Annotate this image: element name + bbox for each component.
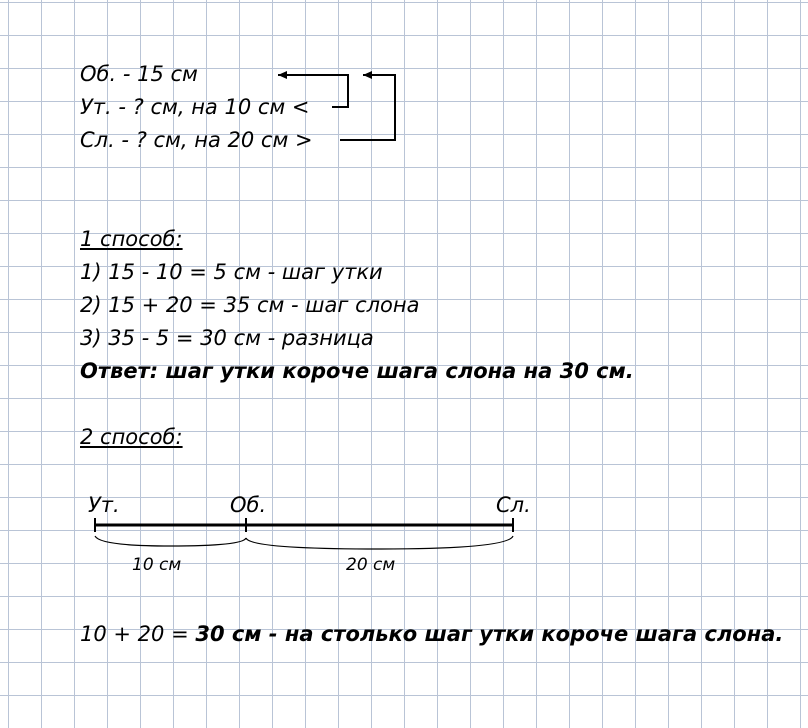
brace-left-label: 10 см	[132, 555, 182, 575]
segment-label-ut: Ут.	[88, 493, 120, 517]
method1-step2: 2) 15 + 20 = 35 см - шаг слона	[80, 293, 420, 317]
segment-label-sl: Сл.	[496, 493, 531, 517]
segment-label-ob: Об.	[230, 493, 267, 517]
method1-answer: Ответ: шаг утки короче шага слона на 30 см.	[80, 359, 634, 383]
method1-heading: 1 способ:	[80, 227, 183, 251]
method2-heading: 2 способ:	[80, 425, 183, 449]
brace-left	[95, 536, 246, 546]
method1-step1: 1) 15 - 10 = 5 см - шаг утки	[80, 260, 383, 284]
given-line-ut: Ут. - ? см, на 10 см <	[80, 95, 310, 119]
conclusion-bold: 30 см - на столько шаг утки короче шага слона.	[195, 622, 784, 646]
brace-right-label: 20 см	[346, 555, 396, 575]
given-line-sl: Сл. - ? см, на 20 см >	[80, 128, 313, 152]
method1-step3: 3) 35 - 5 = 30 см - разница	[80, 326, 374, 350]
given-line-ob: Об. - 15 см	[80, 62, 198, 86]
method2-conclusion	[80, 621, 783, 647]
conclusion-plain: 10 + 20 =	[80, 622, 196, 646]
brace-right	[246, 536, 513, 549]
